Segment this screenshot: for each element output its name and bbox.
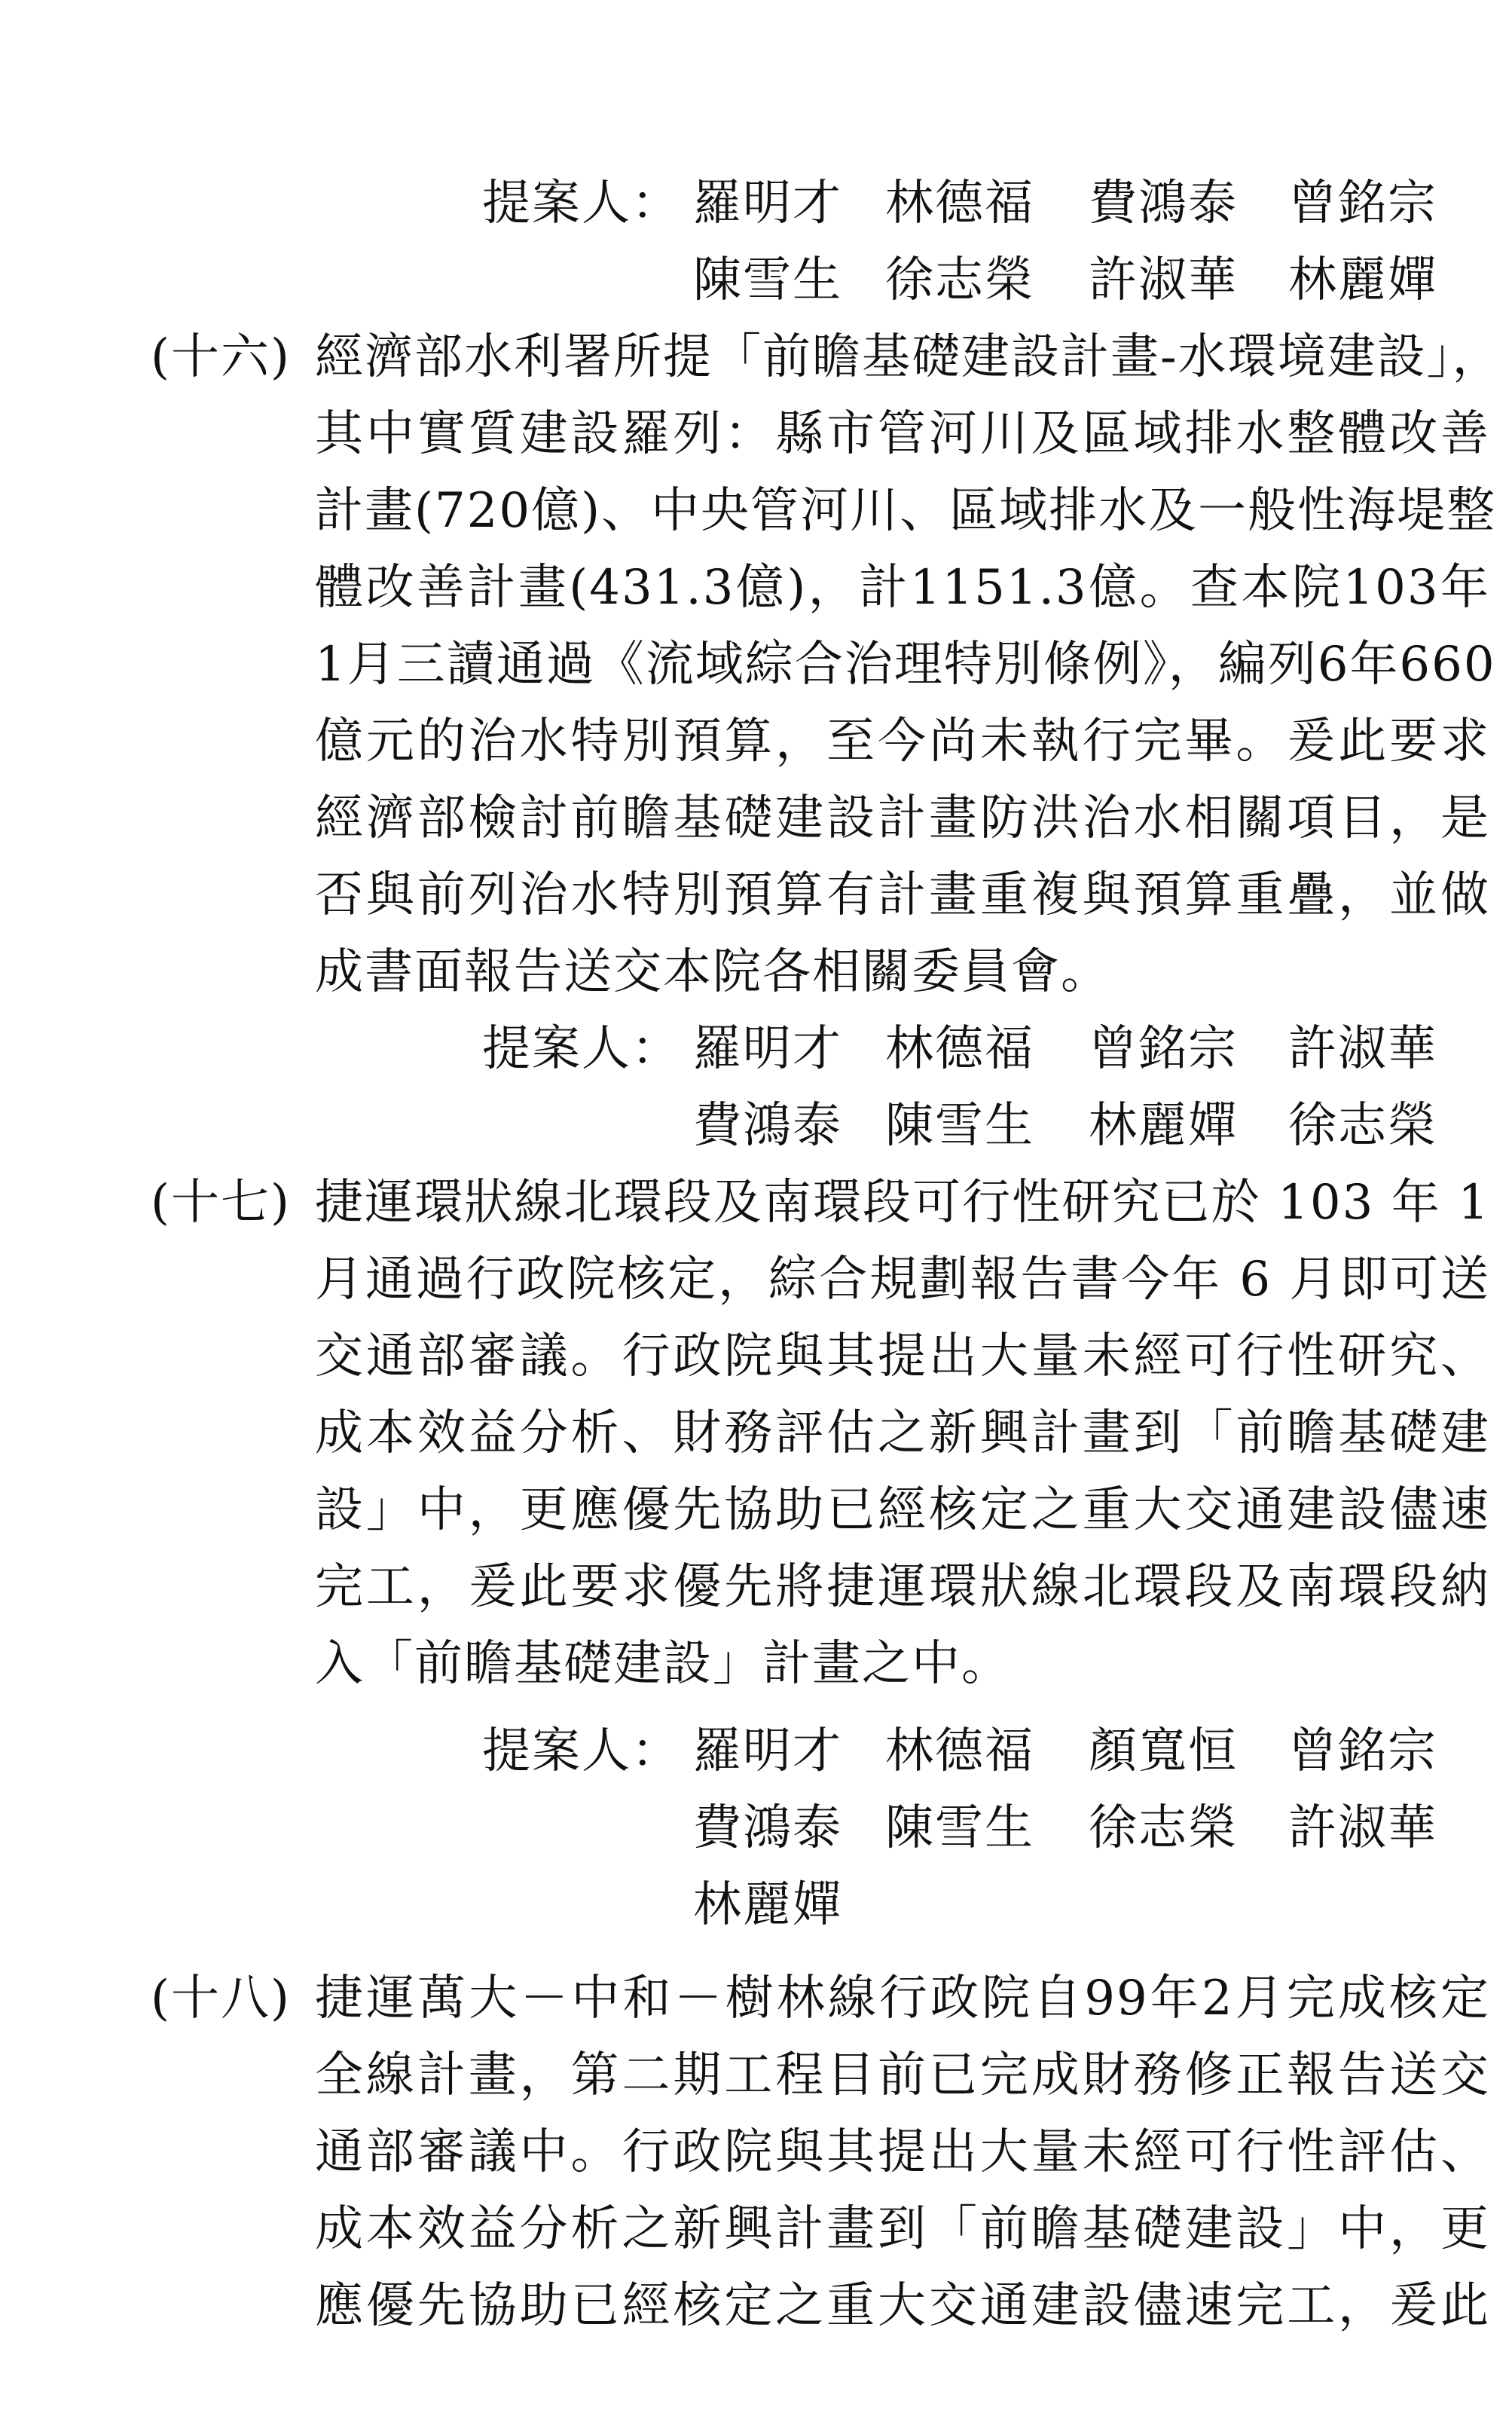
item-text-line: 捷運環狀線北環段及南環段可行性研究已於 103 年 1 <box>315 1175 1490 1231</box>
proposer-label: 提案人： <box>482 176 681 231</box>
item-text-line: 完工，爰此要求優先將捷運環狀線北環段及南環段納 <box>315 1559 1490 1615</box>
proposer-name: 陳雪生 <box>885 1800 1034 1856</box>
proposer-name: 費鴻泰 <box>693 1098 842 1154</box>
item-text-line: 其中實質建設羅列：縣市管河川及區域排水整體改善 <box>315 406 1490 462</box>
item-text-line: 否與前列治水特別預算有計畫重複與預算重疊，並做 <box>315 867 1490 923</box>
item-number: (十七) <box>151 1175 291 1231</box>
proposer-name: 林德福 <box>885 1723 1034 1779</box>
item-text-line: 計畫(720億)、中央管河川、區域排水及一般性海堤整 <box>315 483 1497 539</box>
proposer-name: 羅明才 <box>693 1723 842 1779</box>
item-text-line: 設」中，更應優先協助已經核定之重大交通建設儘速 <box>315 1482 1490 1538</box>
item-text-line: 月通過行政院核定，綜合規劃報告書今年 6 月即可送 <box>315 1252 1490 1307</box>
proposer-name: 徐志榮 <box>1288 1098 1437 1154</box>
item-number: (十八) <box>151 1971 291 2026</box>
item-text-line: 體改善計畫(431.3億)，計1151.3億。查本院103年 <box>315 560 1490 616</box>
proposer-name: 曾銘宗 <box>1089 1021 1238 1077</box>
item-text-line: 經濟部水利署所提「前瞻基礎建設計畫-水環境建設」， <box>315 329 1502 385</box>
proposer-name: 徐志榮 <box>885 252 1034 308</box>
proposer-name: 林麗嬋 <box>1089 1098 1238 1154</box>
proposer-name: 陳雪生 <box>885 1098 1034 1154</box>
proposer-name: 林德福 <box>885 1021 1034 1077</box>
proposer-name: 羅明才 <box>693 176 842 231</box>
item-text-line: 億元的治水特別預算，至今尚未執行完畢。爰此要求 <box>315 714 1490 769</box>
item-text-line: 成本效益分析之新興計畫到「前瞻基礎建設」中，更 <box>315 2201 1490 2257</box>
proposer-name: 曾銘宗 <box>1288 1723 1437 1779</box>
proposer-name: 許淑華 <box>1288 1021 1437 1077</box>
proposer-name: 曾銘宗 <box>1288 176 1437 231</box>
proposer-name: 費鴻泰 <box>693 1800 842 1856</box>
proposer-name: 顏寬恒 <box>1089 1723 1238 1779</box>
item-text-line: 經濟部檢討前瞻基礎建設計畫防洪治水相關項目，是 <box>315 791 1490 846</box>
item-text-line: 全線計畫，第二期工程目前已完成財務修正報告送交 <box>315 2047 1490 2103</box>
item-text-line: 成本效益分析、財務評估之新興計畫到「前瞻基礎建 <box>315 1405 1490 1461</box>
proposer-name: 許淑華 <box>1089 252 1238 308</box>
item-text-line: 通部審議中。行政院與其提出大量未經可行性評估、 <box>315 2124 1490 2180</box>
item-text-line: 成書面報告送交本院各相關委員會。 <box>315 944 1110 1000</box>
proposer-name: 許淑華 <box>1288 1800 1437 1856</box>
proposer-name: 陳雪生 <box>693 252 842 308</box>
item-text-line: 1月三讀通過《流域綜合治理特別條例》，編列6年660 <box>315 637 1496 693</box>
proposer-name: 林麗嬋 <box>693 1877 842 1933</box>
item-number: (十六) <box>151 329 291 385</box>
proposer-label: 提案人： <box>482 1723 681 1779</box>
proposer-name: 羅明才 <box>693 1021 842 1077</box>
proposer-label: 提案人： <box>482 1021 681 1077</box>
proposer-name: 林麗嬋 <box>1288 252 1437 308</box>
proposer-name: 林德福 <box>885 176 1034 231</box>
proposer-name: 徐志榮 <box>1089 1800 1238 1856</box>
proposer-name: 費鴻泰 <box>1089 176 1238 231</box>
item-text-line: 入「前瞻基礎建設」計畫之中。 <box>315 1636 1011 1692</box>
item-text-line: 捷運萬大－中和－樹林線行政院自99年2月完成核定 <box>315 1971 1490 2026</box>
item-text-line: 應優先協助已經核定之重大交通建設儘速完工，爰此 <box>315 2278 1490 2334</box>
item-text-line: 交通部審議。行政院與其提出大量未經可行性研究、 <box>315 1329 1490 1384</box>
